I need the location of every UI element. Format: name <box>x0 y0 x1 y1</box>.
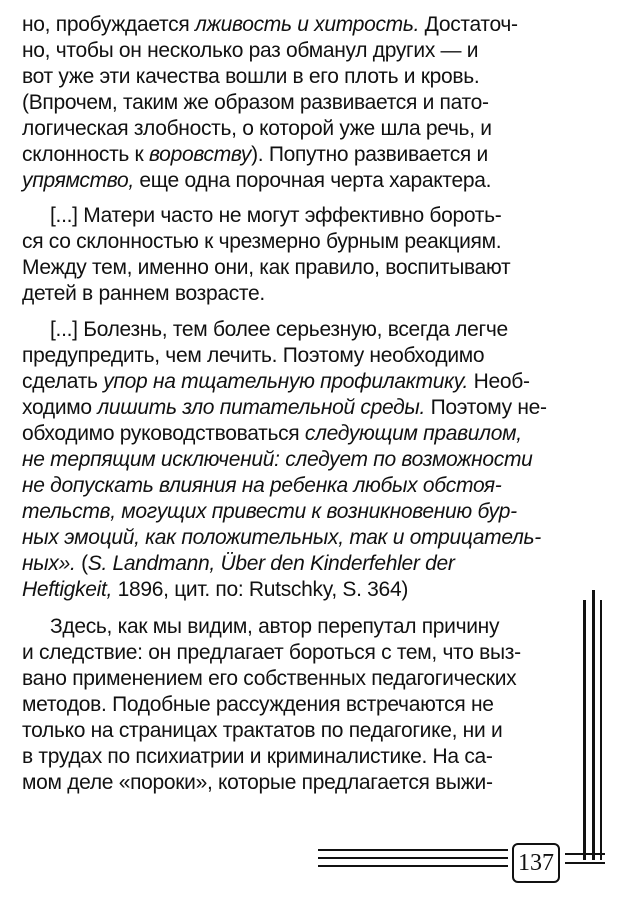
footer-rule <box>565 862 605 864</box>
text-line: мом деле «пороки», которые предлагается выжи- <box>22 771 493 794</box>
text-line: ходимо лишить зло питательной среды. Поэтому не- <box>22 396 547 419</box>
text-line: Между тем, именно они, как правило, воспитывают <box>22 256 511 279</box>
text-line: и следствие: он предлагает бороться с тем, что выз- <box>22 641 521 664</box>
text-line: Здесь, как мы видим, автор перепутал причину <box>50 615 500 638</box>
text-line: обходимо руководствоваться следующим правилом, <box>22 422 522 445</box>
text-line: склонность к воровству). Попутно развивается и <box>22 143 488 166</box>
margin-rule <box>600 600 602 860</box>
text-line: логическая злобность, о которой уже шла речь, и <box>22 117 492 140</box>
text-line: упрямство, еще одна порочная черта характера. <box>22 169 492 192</box>
text-line: вано применением его собственных педагогических <box>22 667 517 690</box>
text-line: [...] Матери часто не могут эффективно бороть- <box>50 204 502 227</box>
text-line: тельств, могущих привести к возникновению бур- <box>22 500 517 523</box>
text-line: предупредить, чем лечить. Поэтому необходимо <box>22 344 485 367</box>
text-line: только на страницах трактатов по педагогике, ни и <box>22 719 503 742</box>
margin-rule <box>592 590 595 860</box>
text-line: Heftigkeit, 1896, цит. по: Rutschky, S. 364) <box>22 578 409 601</box>
text-line: но, пробуждается лживость и хитрость. Достаточ- <box>22 13 518 36</box>
text-line: но, чтобы он несколько раз обманул других — и <box>22 39 479 62</box>
text-line: не терпящим исключений: следует по возможности <box>22 448 533 471</box>
text-line: в трудах по психиатрии и криминалистике. На са- <box>22 745 493 768</box>
footer-rule <box>318 857 508 859</box>
text-line: ных». (S. Landmann, Über den Kinderfehler der <box>22 552 455 575</box>
text-line: методов. Подобные рассуждения встречаются не <box>22 693 494 716</box>
text-line: (Впрочем, таким же образом развивается и пато- <box>22 91 489 114</box>
text-line: вот уже эти качества вошли в его плоть и кровь. <box>22 65 480 88</box>
text-line: детей в раннем возрасте. <box>22 282 265 305</box>
footer-rule <box>318 865 508 867</box>
text-line: [...] Болезнь, тем более серьезную, всегда легче <box>50 318 508 341</box>
text-line: ся со склонностью к чрезмерно бурным реакциям. <box>22 230 502 253</box>
text-line: ных эмоций, как положительных, так и отрицатель- <box>22 526 541 549</box>
footer-rule <box>318 849 508 851</box>
page-number: 137 <box>512 843 560 883</box>
footer-rule <box>565 853 605 855</box>
text-line: не допускать влияния на ребенка любых обстоя- <box>22 474 502 497</box>
text-line: сделать упор на тщательную профилактику. Необ- <box>22 370 530 393</box>
margin-rule <box>583 600 586 860</box>
